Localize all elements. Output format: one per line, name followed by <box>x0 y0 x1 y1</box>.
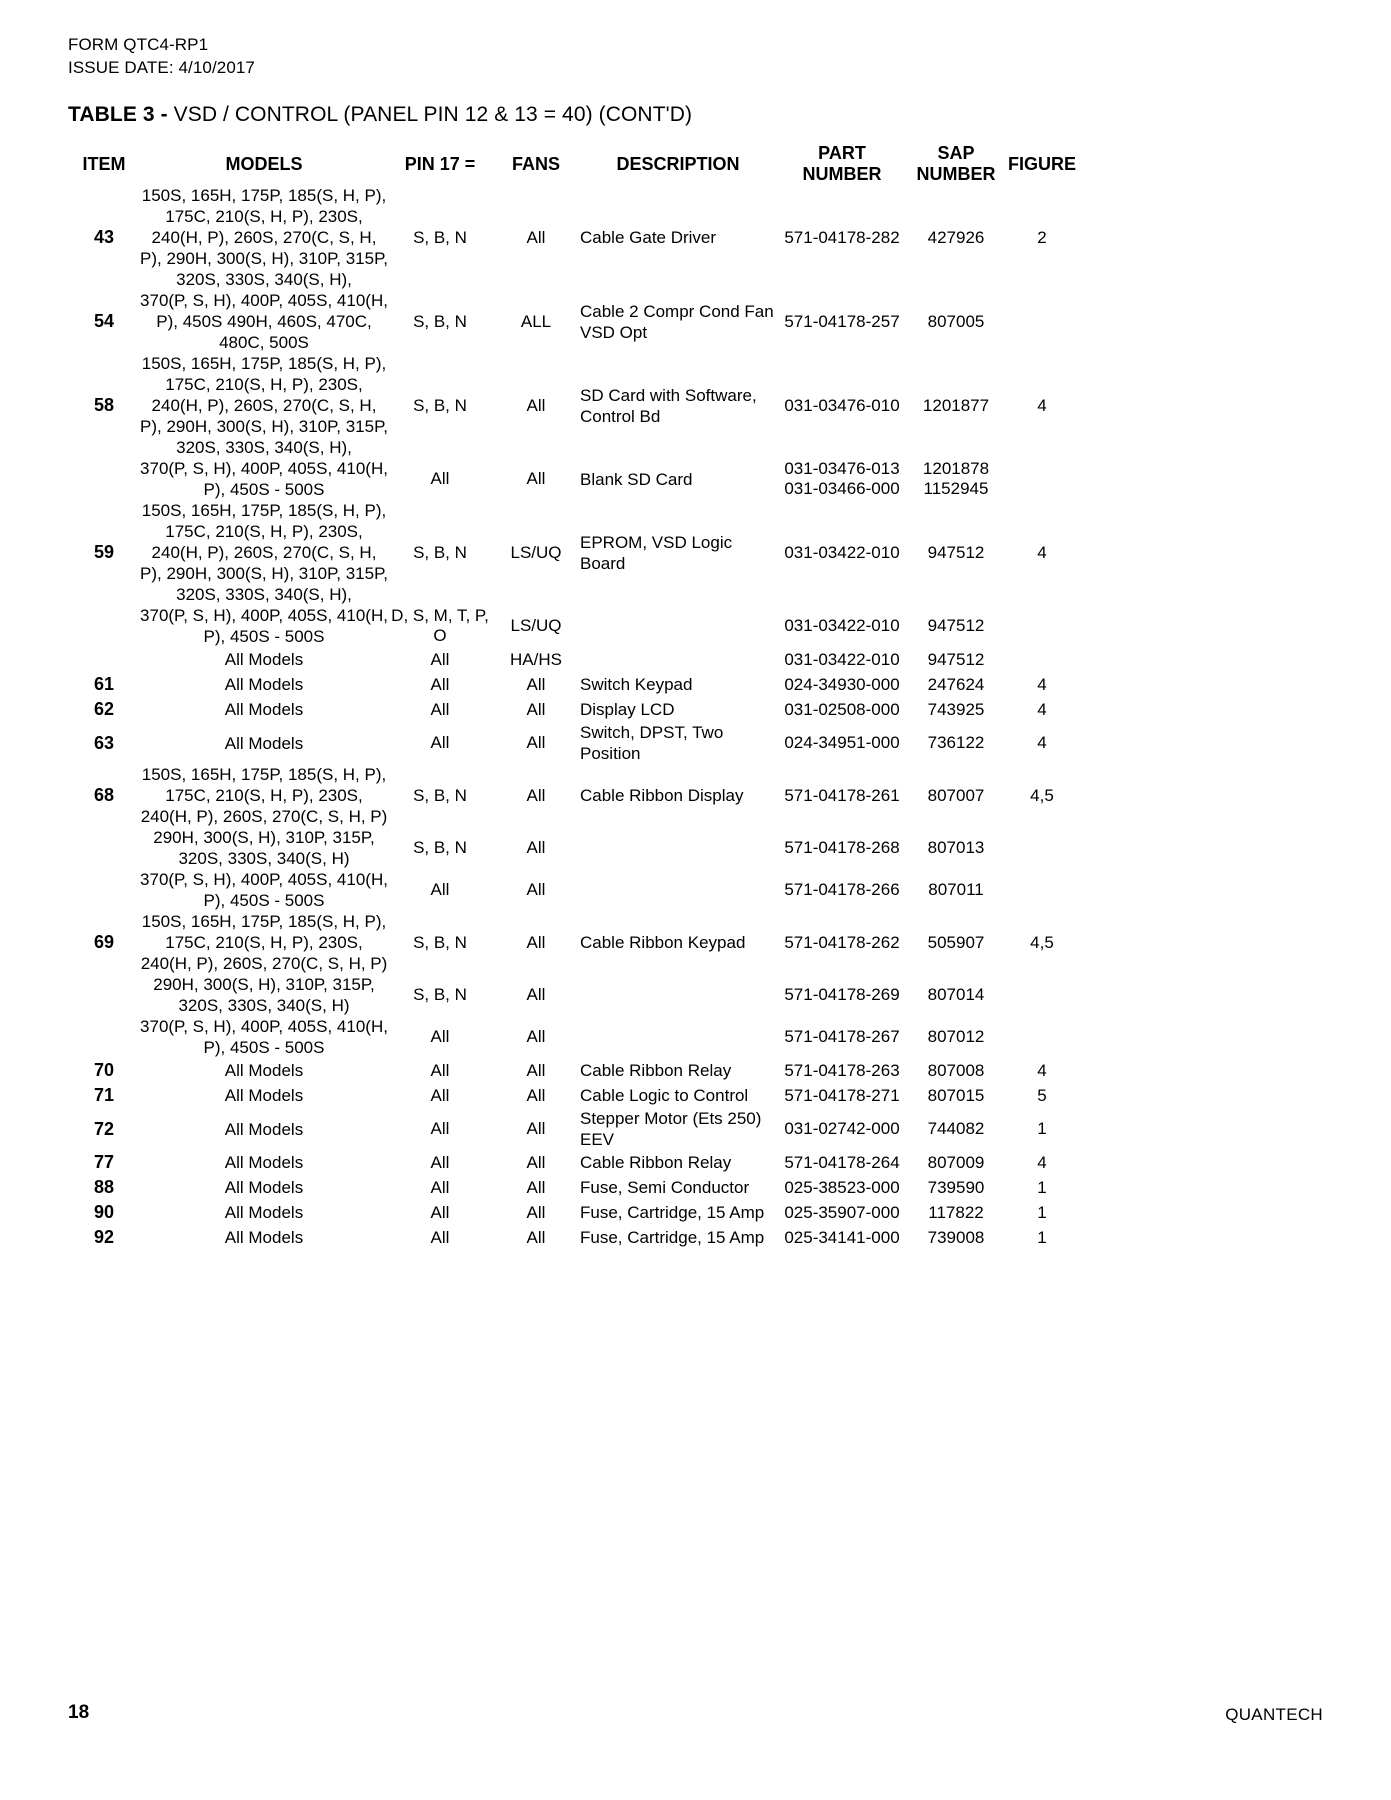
cell-models: All Models <box>224 1203 304 1222</box>
sap-number-value: 947512 <box>927 616 985 635</box>
sap-number-value: 1201877 <box>922 395 990 415</box>
cell-figure: 4,5 <box>1030 785 1054 805</box>
cell-description: Stepper Motor (Ets 250) EEV <box>580 1109 762 1149</box>
table-row <box>68 722 1080 764</box>
form-number: FORM QTC4-RP1 <box>68 35 209 54</box>
sap-number-value: 743925 <box>927 699 985 719</box>
table-row <box>68 1016 1080 1058</box>
cell-pin17: All <box>430 1027 450 1046</box>
cell-fans: All <box>526 838 546 857</box>
cell-description: Cable Ribbon Relay <box>580 1153 732 1172</box>
sap-number-value: 1201878 <box>922 459 990 478</box>
part-number-value: 571-04178-257 <box>784 311 900 331</box>
table-row <box>68 1200 1080 1225</box>
part-number-value: 571-04178-264 <box>784 1152 900 1172</box>
table-row <box>68 1058 1080 1083</box>
cell-fans: All <box>526 699 546 719</box>
cell-fans: All <box>526 1177 546 1197</box>
part-number-value: 571-04178-266 <box>784 880 900 899</box>
cell-description: Cable Logic to Control <box>580 1086 749 1105</box>
part-number-value: 025-35907-000 <box>784 1202 900 1222</box>
cell-pin17: All <box>430 1152 450 1172</box>
cell-figure: 4 <box>1037 1152 1047 1172</box>
cell-figure <box>1004 1016 1080 1058</box>
cell-item <box>68 647 140 672</box>
table-title-text: VSD / CONTROL (PANEL PIN 12 & 13 = 40) (CONT'D) <box>173 103 693 126</box>
cell-fans: All <box>526 1085 546 1105</box>
cell-description: Cable Ribbon Relay <box>580 1061 732 1080</box>
cell-pin17: S, B, N <box>413 838 467 857</box>
cell-models: All Models <box>224 1086 304 1105</box>
cell-sap-number <box>908 1150 1004 1175</box>
part-number-value: 031-02508-000 <box>784 699 900 719</box>
cell-item: 43 <box>93 227 115 247</box>
header-part-number-line1: PART <box>818 143 866 163</box>
header-models: MODELS <box>225 153 303 174</box>
sap-number-value: 736122 <box>927 733 985 752</box>
sap-number-value: 947512 <box>927 649 985 669</box>
cell-figure: 5 <box>1037 1085 1047 1105</box>
part-number-value: 571-04178-282 <box>784 227 900 247</box>
sap-number-value-secondary: 1152945 <box>923 479 989 498</box>
sap-number-value: 247624 <box>927 674 985 694</box>
issue-date: ISSUE DATE: 4/10/2017 <box>68 58 255 77</box>
cell-part-number <box>776 647 908 672</box>
sap-number-value: 807008 <box>927 1060 985 1080</box>
cell-sap-number <box>908 1083 1004 1108</box>
table-row <box>68 869 1080 911</box>
footer-brand: QUANTECH <box>1225 1705 1323 1724</box>
cell-models: 370(P, S, H), 400P, 405S, 410(H, P), 450S - 500S <box>140 459 388 499</box>
table-row <box>68 827 1080 869</box>
sap-number-value: 117822 <box>928 1202 984 1222</box>
cell-item <box>68 1016 140 1058</box>
cell-item: 92 <box>93 1227 115 1247</box>
cell-models: All Models <box>224 1228 304 1247</box>
part-number-value: 571-04178-269 <box>784 985 900 1004</box>
cell-figure <box>1004 290 1080 353</box>
table-row <box>68 605 1080 647</box>
cell-pin17: All <box>430 1119 450 1138</box>
cell-sap-number <box>908 1225 1004 1250</box>
cell-description: EPROM, VSD Logic Board <box>580 532 733 573</box>
cell-pin17: All <box>430 469 450 488</box>
cell-description <box>580 974 776 1016</box>
cell-part-number <box>776 1016 908 1058</box>
cell-pin17: All <box>430 1202 450 1222</box>
footer-page-number: 18 <box>68 1702 90 1723</box>
cell-fans: All <box>526 733 546 752</box>
table-row <box>68 1175 1080 1200</box>
cell-figure: 4,5 <box>1030 932 1054 952</box>
cell-item: 61 <box>93 674 115 694</box>
cell-pin17: All <box>430 1227 450 1247</box>
cell-item <box>68 458 140 500</box>
part-number-value: 031-03422-010 <box>784 542 900 562</box>
cell-figure <box>1004 458 1080 500</box>
cell-figure: 1 <box>1037 1119 1047 1138</box>
cell-part-number <box>776 1200 908 1225</box>
cell-figure: 4 <box>1037 1060 1047 1080</box>
cell-models: All Models <box>224 1178 304 1197</box>
cell-figure: 2 <box>1037 227 1047 247</box>
cell-pin17: S, B, N <box>413 227 467 247</box>
cell-models: All Models <box>224 650 304 669</box>
cell-item: 88 <box>93 1177 115 1197</box>
sap-number-value: 807005 <box>927 311 985 331</box>
sap-number-value: 739590 <box>927 1177 985 1197</box>
cell-models: 370(P, S, H), 400P, 405S, 410(H, P), 450S - 500S <box>140 1017 388 1057</box>
cell-part-number <box>776 911 908 974</box>
cell-fans: All <box>526 1152 546 1172</box>
cell-description: Fuse, Semi Conductor <box>580 1178 750 1197</box>
cell-figure: 1 <box>1037 1227 1047 1247</box>
cell-part-number <box>776 1225 908 1250</box>
table-row <box>68 1150 1080 1175</box>
cell-part-number <box>776 353 908 458</box>
cell-fans: ALL <box>520 311 552 331</box>
cell-sap-number <box>908 1058 1004 1083</box>
cell-models: 370(P, S, H), 400P, 405S, 410(H, P), 450S - 500S <box>140 870 388 910</box>
cell-part-number <box>776 458 908 500</box>
table-row <box>68 672 1080 697</box>
sap-number-value: 744082 <box>927 1119 985 1138</box>
header-sap-number <box>908 143 1004 185</box>
table-label: TABLE 3 - <box>68 103 174 126</box>
cell-pin17: S, B, N <box>413 932 467 952</box>
table-row <box>68 500 1080 605</box>
cell-models: All Models <box>224 1119 304 1139</box>
table-row <box>68 697 1080 722</box>
cell-pin17: All <box>430 1085 450 1105</box>
cell-part-number <box>776 1058 908 1083</box>
parts-table <box>68 143 1080 1250</box>
header-sap-number-line1: SAP <box>937 143 975 163</box>
cell-fans: All <box>526 469 546 488</box>
cell-item: 90 <box>93 1202 115 1222</box>
form-header <box>68 33 255 79</box>
cell-part-number <box>776 974 908 1016</box>
cell-description <box>580 869 776 911</box>
cell-pin17: S, B, N <box>413 985 467 1004</box>
cell-fans: HA/HS <box>510 649 562 669</box>
cell-fans: All <box>526 395 546 415</box>
cell-part-number <box>776 869 908 911</box>
cell-sap-number <box>908 911 1004 974</box>
sap-number-value: 807009 <box>927 1152 985 1172</box>
cell-sap-number <box>908 185 1004 290</box>
cell-part-number <box>776 185 908 290</box>
table-row <box>68 1108 1080 1150</box>
cell-models: 150S, 165H, 175P, 185(S, H, P), 175C, 210(S, H, P), 230S, 240(H, P), 260S, 270(C, S, H, P), 290H, 300(S, H), 310P, 315P, 320S, 330S, 340(S, H), <box>140 501 388 604</box>
header-description: DESCRIPTION <box>616 153 740 174</box>
cell-item <box>68 869 140 911</box>
cell-sap-number <box>908 647 1004 672</box>
part-number-value: 571-04178-261 <box>784 785 900 805</box>
header-part-number <box>776 143 908 185</box>
cell-part-number <box>776 1083 908 1108</box>
table-row <box>68 1083 1080 1108</box>
cell-pin17: S, B, N <box>413 785 467 805</box>
sap-number-value: 807013 <box>927 838 985 857</box>
cell-figure: 4 <box>1037 733 1047 752</box>
part-number-value: 571-04178-268 <box>784 838 900 857</box>
cell-description: Fuse, Cartridge, 15 Amp <box>580 1228 765 1247</box>
cell-fans: All <box>526 1119 546 1138</box>
cell-fans: All <box>526 227 546 247</box>
table-row <box>68 185 1080 290</box>
cell-sap-number <box>908 672 1004 697</box>
cell-part-number <box>776 827 908 869</box>
cell-part-number <box>776 605 908 647</box>
part-number-value: 031-03476-010 <box>784 395 900 415</box>
cell-models: 150S, 165H, 175P, 185(S, H, P), 175C, 210(S, H, P), 230S, 240(H, P), 260S, 270(C, S, H, P), 290H, 300(S, H), 310P, 315P, 320S, 330S, 340(S, H), <box>140 186 388 289</box>
cell-description: Cable 2 Compr Cond Fan VSD Opt <box>580 301 774 342</box>
cell-item <box>68 605 140 647</box>
table-row <box>68 290 1080 353</box>
sap-number-value: 807011 <box>928 880 984 899</box>
part-number-value: 025-38523-000 <box>784 1177 900 1197</box>
cell-sap-number <box>908 458 1004 500</box>
part-number-value: 024-34951-000 <box>784 733 900 752</box>
header-part-number-line2: NUMBER <box>802 164 882 184</box>
cell-item: 77 <box>93 1152 115 1172</box>
cell-fans: LS/UQ <box>510 542 562 562</box>
table-row <box>68 1225 1080 1250</box>
cell-description <box>580 827 776 869</box>
cell-pin17: D, S, M, T, P, O <box>391 606 489 645</box>
cell-description: Display LCD <box>580 700 675 719</box>
table-header-row <box>68 143 1080 185</box>
cell-models: All Models <box>224 700 304 719</box>
cell-sap-number <box>908 869 1004 911</box>
cell-fans: All <box>526 880 546 899</box>
header-figure: FIGURE <box>1007 153 1076 174</box>
header-item: ITEM <box>82 153 126 174</box>
cell-description: Cable Ribbon Keypad <box>580 933 746 952</box>
cell-figure <box>1004 827 1080 869</box>
cell-models: All Models <box>224 1061 304 1080</box>
table-row <box>68 458 1080 500</box>
cell-models: 290H, 300(S, H), 310P, 315P, 320S, 330S, 340(S, H) <box>153 975 375 1015</box>
cell-fans: All <box>526 1060 546 1080</box>
cell-part-number <box>776 697 908 722</box>
cell-pin17: S, B, N <box>413 542 467 562</box>
cell-part-number <box>776 1108 908 1150</box>
part-number-value: 571-04178-267 <box>784 1027 900 1046</box>
cell-item: 59 <box>93 542 115 562</box>
cell-models: All Models <box>224 1153 304 1172</box>
cell-pin17: S, B, N <box>413 311 467 331</box>
sap-number-value: 807007 <box>927 785 985 805</box>
cell-pin17: All <box>430 733 450 752</box>
cell-sap-number <box>908 1016 1004 1058</box>
sap-number-value: 427926 <box>927 227 985 247</box>
cell-item <box>68 974 140 1016</box>
cell-sap-number <box>908 764 1004 827</box>
cell-item: 69 <box>93 932 115 952</box>
cell-part-number <box>776 1175 908 1200</box>
cell-sap-number <box>908 1175 1004 1200</box>
table-body <box>68 185 1080 1250</box>
cell-figure: 4 <box>1037 542 1047 562</box>
sap-number-value: 807014 <box>927 985 985 1004</box>
cell-item: 68 <box>93 785 115 805</box>
cell-description <box>580 647 776 672</box>
cell-description: Switch Keypad <box>580 675 693 694</box>
cell-description: Cable Gate Driver <box>580 228 717 247</box>
sap-number-value: 807015 <box>927 1085 985 1105</box>
cell-figure: 4 <box>1037 674 1047 694</box>
cell-pin17: All <box>430 674 450 694</box>
part-number-value: 571-04178-263 <box>784 1060 900 1080</box>
table-row <box>68 764 1080 827</box>
cell-part-number <box>776 1150 908 1175</box>
cell-description: Fuse, Cartridge, 15 Amp <box>580 1203 765 1222</box>
part-number-value-secondary: 031-03466-000 <box>784 479 900 498</box>
cell-pin17: All <box>430 880 450 899</box>
cell-figure: 4 <box>1037 395 1047 415</box>
cell-sap-number <box>908 974 1004 1016</box>
cell-description <box>580 605 776 647</box>
cell-models: All Models <box>224 733 304 753</box>
cell-pin17: All <box>430 649 450 669</box>
cell-item: 71 <box>93 1085 115 1105</box>
cell-pin17: All <box>430 699 450 719</box>
cell-description: SD Card with Software, Control Bd <box>580 385 757 426</box>
cell-sap-number <box>908 1200 1004 1225</box>
cell-figure <box>1004 605 1080 647</box>
cell-models: 290H, 300(S, H), 310P, 315P, 320S, 330S, 340(S, H) <box>153 828 375 868</box>
cell-pin17: All <box>430 1060 450 1080</box>
cell-part-number <box>776 722 908 764</box>
cell-part-number <box>776 672 908 697</box>
cell-item: 58 <box>93 395 115 415</box>
cell-sap-number <box>908 1108 1004 1150</box>
cell-figure: 4 <box>1037 699 1047 719</box>
table-row <box>68 911 1080 974</box>
cell-item: 72 <box>93 1118 115 1139</box>
cell-figure <box>1004 869 1080 911</box>
part-number-value: 571-04178-262 <box>784 932 900 952</box>
cell-fans: All <box>526 1227 546 1247</box>
part-number-value: 031-03422-010 <box>784 616 900 635</box>
part-number-value: 031-03422-010 <box>784 649 900 669</box>
cell-description: Switch, DPST, Two Position <box>580 723 724 763</box>
cell-figure: 1 <box>1037 1202 1047 1222</box>
cell-description: Blank SD Card <box>580 469 693 489</box>
table-row <box>68 974 1080 1016</box>
cell-fans: All <box>526 932 546 952</box>
cell-models: 370(P, S, H), 400P, 405S, 410(H, P), 450S 490H, 460S, 470C, 480C, 500S <box>140 291 388 352</box>
cell-fans: All <box>526 985 546 1004</box>
cell-sap-number <box>908 697 1004 722</box>
table-row <box>68 353 1080 458</box>
cell-part-number <box>776 500 908 605</box>
cell-fans: All <box>526 1027 546 1046</box>
cell-fans: All <box>526 785 546 805</box>
table-row <box>68 647 1080 672</box>
cell-figure <box>1004 974 1080 1016</box>
cell-figure <box>1004 647 1080 672</box>
cell-part-number <box>776 764 908 827</box>
cell-fans: All <box>526 674 546 694</box>
cell-models: 150S, 165H, 175P, 185(S, H, P), 175C, 210(S, H, P), 230S, 240(H, P), 260S, 270(C, S, H, P) <box>140 765 388 826</box>
header-fans: FANS <box>511 153 560 174</box>
cell-sap-number <box>908 500 1004 605</box>
part-number-value: 025-34141-000 <box>784 1227 900 1247</box>
cell-item <box>68 827 140 869</box>
header-sap-number-line2: NUMBER <box>916 164 996 184</box>
part-number-value: 571-04178-271 <box>784 1085 900 1105</box>
page-title <box>68 103 692 127</box>
cell-description <box>580 1016 776 1058</box>
cell-part-number <box>776 290 908 353</box>
cell-sap-number <box>908 827 1004 869</box>
cell-item: 54 <box>93 311 115 331</box>
sap-number-value: 505907 <box>927 932 985 952</box>
cell-models: All Models <box>224 675 304 694</box>
cell-models: 150S, 165H, 175P, 185(S, H, P), 175C, 210(S, H, P), 230S, 240(H, P), 260S, 270(C, S, H, P) <box>140 912 388 973</box>
part-number-value: 024-34930-000 <box>784 674 900 694</box>
part-number-value: 031-02742-000 <box>784 1119 900 1138</box>
cell-models: 370(P, S, H), 400P, 405S, 410(H, P), 450S - 500S <box>140 606 388 646</box>
header-pin17: PIN 17 = <box>404 153 476 174</box>
cell-description: Cable Ribbon Display <box>580 786 744 805</box>
cell-item: 70 <box>93 1060 115 1080</box>
cell-sap-number <box>908 353 1004 458</box>
sap-number-value: 739008 <box>927 1227 985 1247</box>
cell-pin17: S, B, N <box>413 395 467 415</box>
sap-number-value: 807012 <box>927 1027 985 1046</box>
part-number-value: 031-03476-013 <box>784 459 900 478</box>
cell-fans: LS/UQ <box>510 616 562 635</box>
sap-number-value: 947512 <box>927 542 985 562</box>
cell-item: 63 <box>93 732 115 753</box>
cell-sap-number <box>908 722 1004 764</box>
cell-pin17: All <box>430 1177 450 1197</box>
cell-figure: 1 <box>1037 1177 1047 1197</box>
cell-sap-number <box>908 290 1004 353</box>
cell-sap-number <box>908 605 1004 647</box>
cell-models: 150S, 165H, 175P, 185(S, H, P), 175C, 210(S, H, P), 230S, 240(H, P), 260S, 270(C, S, H, P), 290H, 300(S, H), 310P, 315P, 320S, 330S, 340(S, H), <box>140 354 388 457</box>
cell-fans: All <box>526 1202 546 1222</box>
cell-item: 62 <box>93 699 115 719</box>
